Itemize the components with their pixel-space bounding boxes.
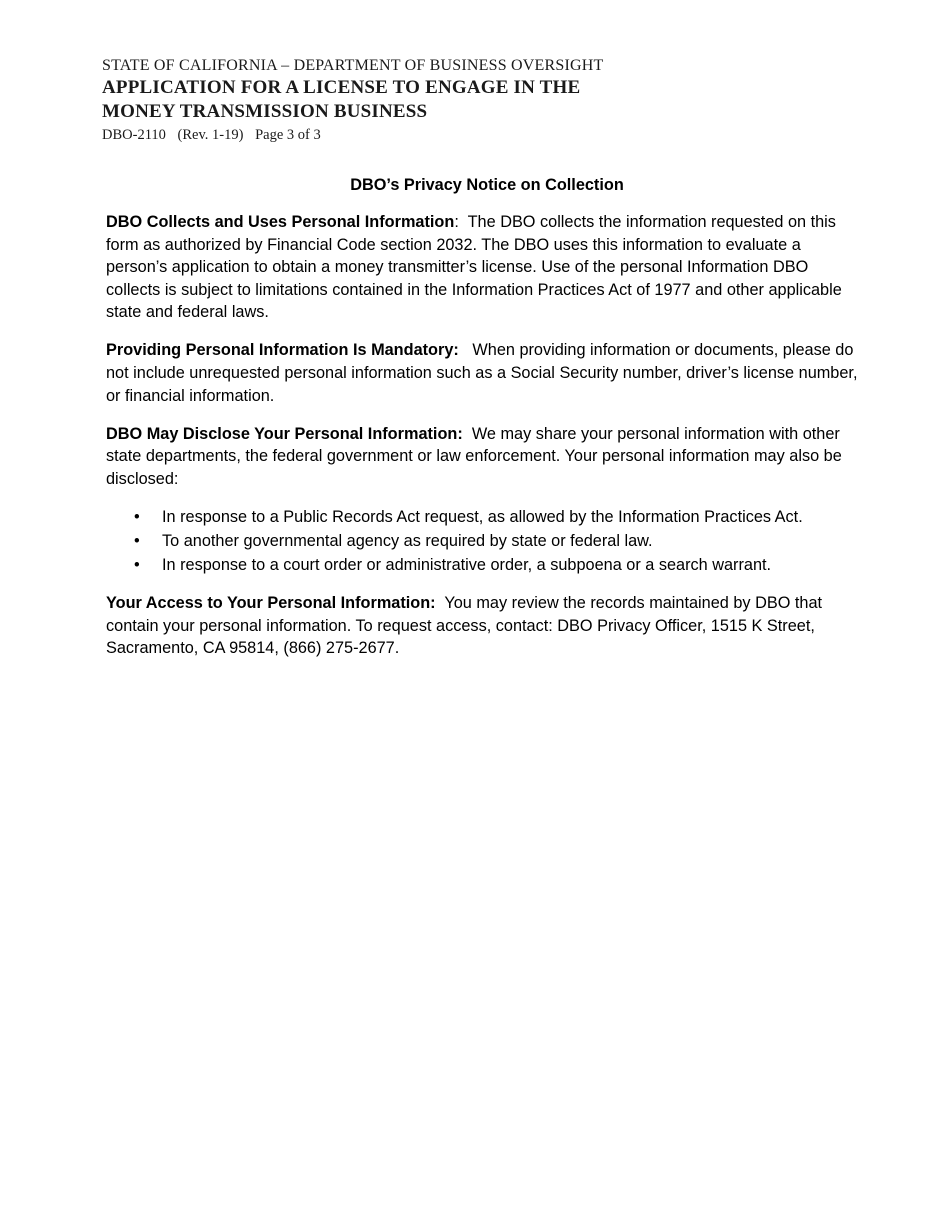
list-item-text: To another governmental agency as required by state or federal law. [162,531,653,550]
section-body: The DBO collects the information requested on this form as authorized by Financial Code section 2032. The DBO uses this information to evaluate a person’s application to obtain a money transmitter’s license. Use of the personal Information DBO collects is subject to limitations contained in the Information Practices Act of 1977 and other applicable state and federal laws. [106,213,842,322]
bullet-glyph: • [134,507,140,526]
section-may-disclose [106,423,858,491]
section-heading: DBO Collects and Uses Personal Information [106,213,455,231]
section-separator [459,341,473,359]
section-heading: Providing Personal Information Is Mandatory: [106,341,459,360]
form-number: DBO-2110 [102,127,166,143]
section-separator [463,425,472,443]
agency-name: STATE OF CALIFORNIA – DEPARTMENT OF BUSINESS OVERSIGHT [102,57,604,74]
privacy-notice [106,174,858,675]
list-item [106,529,858,553]
disclosure-list [106,505,858,577]
list-item [106,553,858,577]
form-title-line-1: APPLICATION FOR A LICENSE TO ENGAGE IN THE [102,77,581,98]
form-revision: (Rev. 1-19) [177,127,244,143]
section-separator: : [454,213,468,231]
bullet-glyph: • [134,555,140,574]
section-access [106,592,858,660]
notice-title: DBO’s Privacy Notice on Collection [350,176,624,194]
section-collects-uses [106,211,858,324]
section-body: When providing information or documents, please do not include unrequested personal information such as a Social Security number, driver’s license number, or financial information. [106,341,858,405]
section-heading: DBO May Disclose Your Personal Information: [106,424,463,443]
list-item [106,505,858,529]
bullet-glyph: • [134,531,140,550]
list-item-text: In response to a Public Records Act request, as allowed by the Information Practices Act. [162,507,803,526]
section-mandatory [106,339,858,407]
section-body: We may share your personal information with other state departments, the federal government or law enforcement. Your personal information may also be disclosed: [106,424,842,488]
form-reference [102,125,604,145]
section-body: You may review the records maintained by DBO that contain your personal information. To request access, contact: DBO Privacy Officer, 1515 K Street, Sacramento, CA 95814, (866) 275-2677. [106,594,823,658]
list-item-text: In response to a court order or administrative order, a subpoena or a search warrant. [162,555,772,574]
section-heading: Your Access to Your Personal Information: [106,594,436,613]
page-indicator: Page 3 of 3 [255,127,321,143]
form-header [102,56,604,145]
form-title-line-2: MONEY TRANSMISSION BUSINESS [102,101,428,122]
